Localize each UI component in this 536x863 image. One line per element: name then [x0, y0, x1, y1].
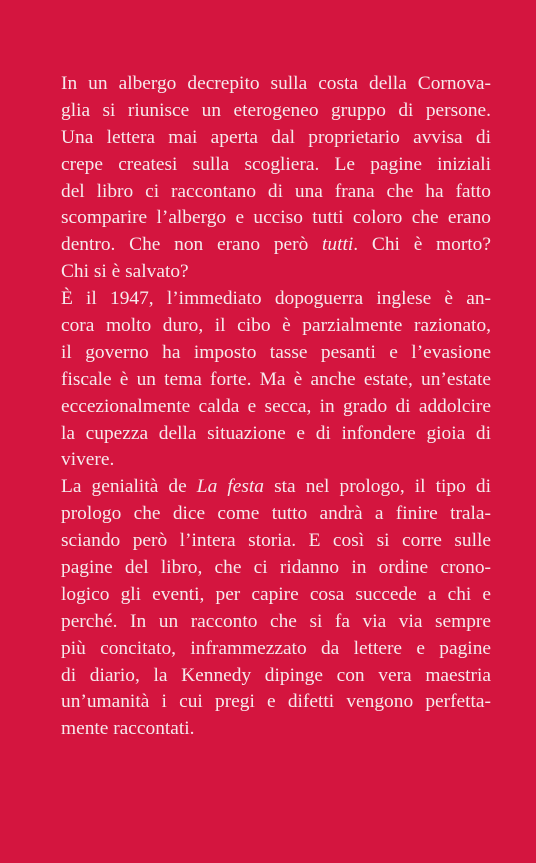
italic-emphasis: tutti [322, 234, 354, 256]
text-line: sciando però l’intera storia. E così si corre sulle [61, 530, 491, 552]
blurb-text [61, 71, 491, 743]
text-line [61, 232, 491, 259]
text-line [61, 474, 491, 501]
text-line: scomparire l’albergo e ucciso tutti coloro che erano [61, 207, 491, 229]
text-line: vivere. [61, 449, 115, 471]
text-line: mente raccontati. [61, 718, 195, 740]
text-line: un’umanità i cui pregi e difetti vengono perfetta- [61, 691, 491, 713]
text-line: Una lettera mai aperta dal proprietario avvisa di [61, 126, 491, 148]
text-line: In un albergo decrepito sulla costa della Cornova- [61, 73, 491, 94]
text-line: di diario, la Kennedy dipinge con vera maestria [61, 664, 491, 686]
text-line: perché. In un racconto che si fa via via sempre [61, 610, 491, 632]
text-run: La genialità de [61, 476, 197, 498]
text-line: glia si riunisce un eterogeneo gruppo di persone. [61, 99, 491, 121]
text-line: la cupezza della situazione e di infondere gioia di [61, 422, 491, 444]
text-line: il governo ha imposto tasse pesanti e l’evasione [61, 341, 491, 363]
text-line: più concitato, inframmezzato da lettere e pagine [61, 637, 491, 659]
text-line: pagine del libro, che ci ridanno in ordine crono- [61, 557, 491, 579]
text-line: È il 1947, l’immediato dopoguerra inglese è an- [61, 288, 491, 310]
text-run: . Chi è morto? [353, 234, 491, 256]
text-line: prologo che dice come tutto andrà a finire trala- [61, 503, 491, 525]
text-line: crepe createsi sulla scogliera. Le pagine iniziali [61, 153, 491, 175]
paragraph-1 [61, 71, 491, 286]
text-line: Chi si è salvato? [61, 261, 189, 283]
text-line: eccezionalmente calda e secca, in grado di addolcire [61, 395, 491, 417]
text-line: del libro ci raccontano di una frana che ha fatto [61, 180, 491, 202]
text-line: fiscale è un tema forte. Ma è anche estate, un’estate [61, 368, 491, 390]
paragraph-2 [61, 286, 491, 474]
text-run: sta nel prologo, il tipo di [264, 476, 491, 498]
text-run: dentro. Che non erano però [61, 234, 323, 256]
text-line: logico gli eventi, per capire cosa succede a chi e [61, 583, 491, 605]
text-line: cora molto duro, il cibo è parzialmente razionato, [61, 315, 491, 337]
paragraph-3 [61, 474, 491, 743]
book-title-italic: La festa [196, 476, 264, 498]
